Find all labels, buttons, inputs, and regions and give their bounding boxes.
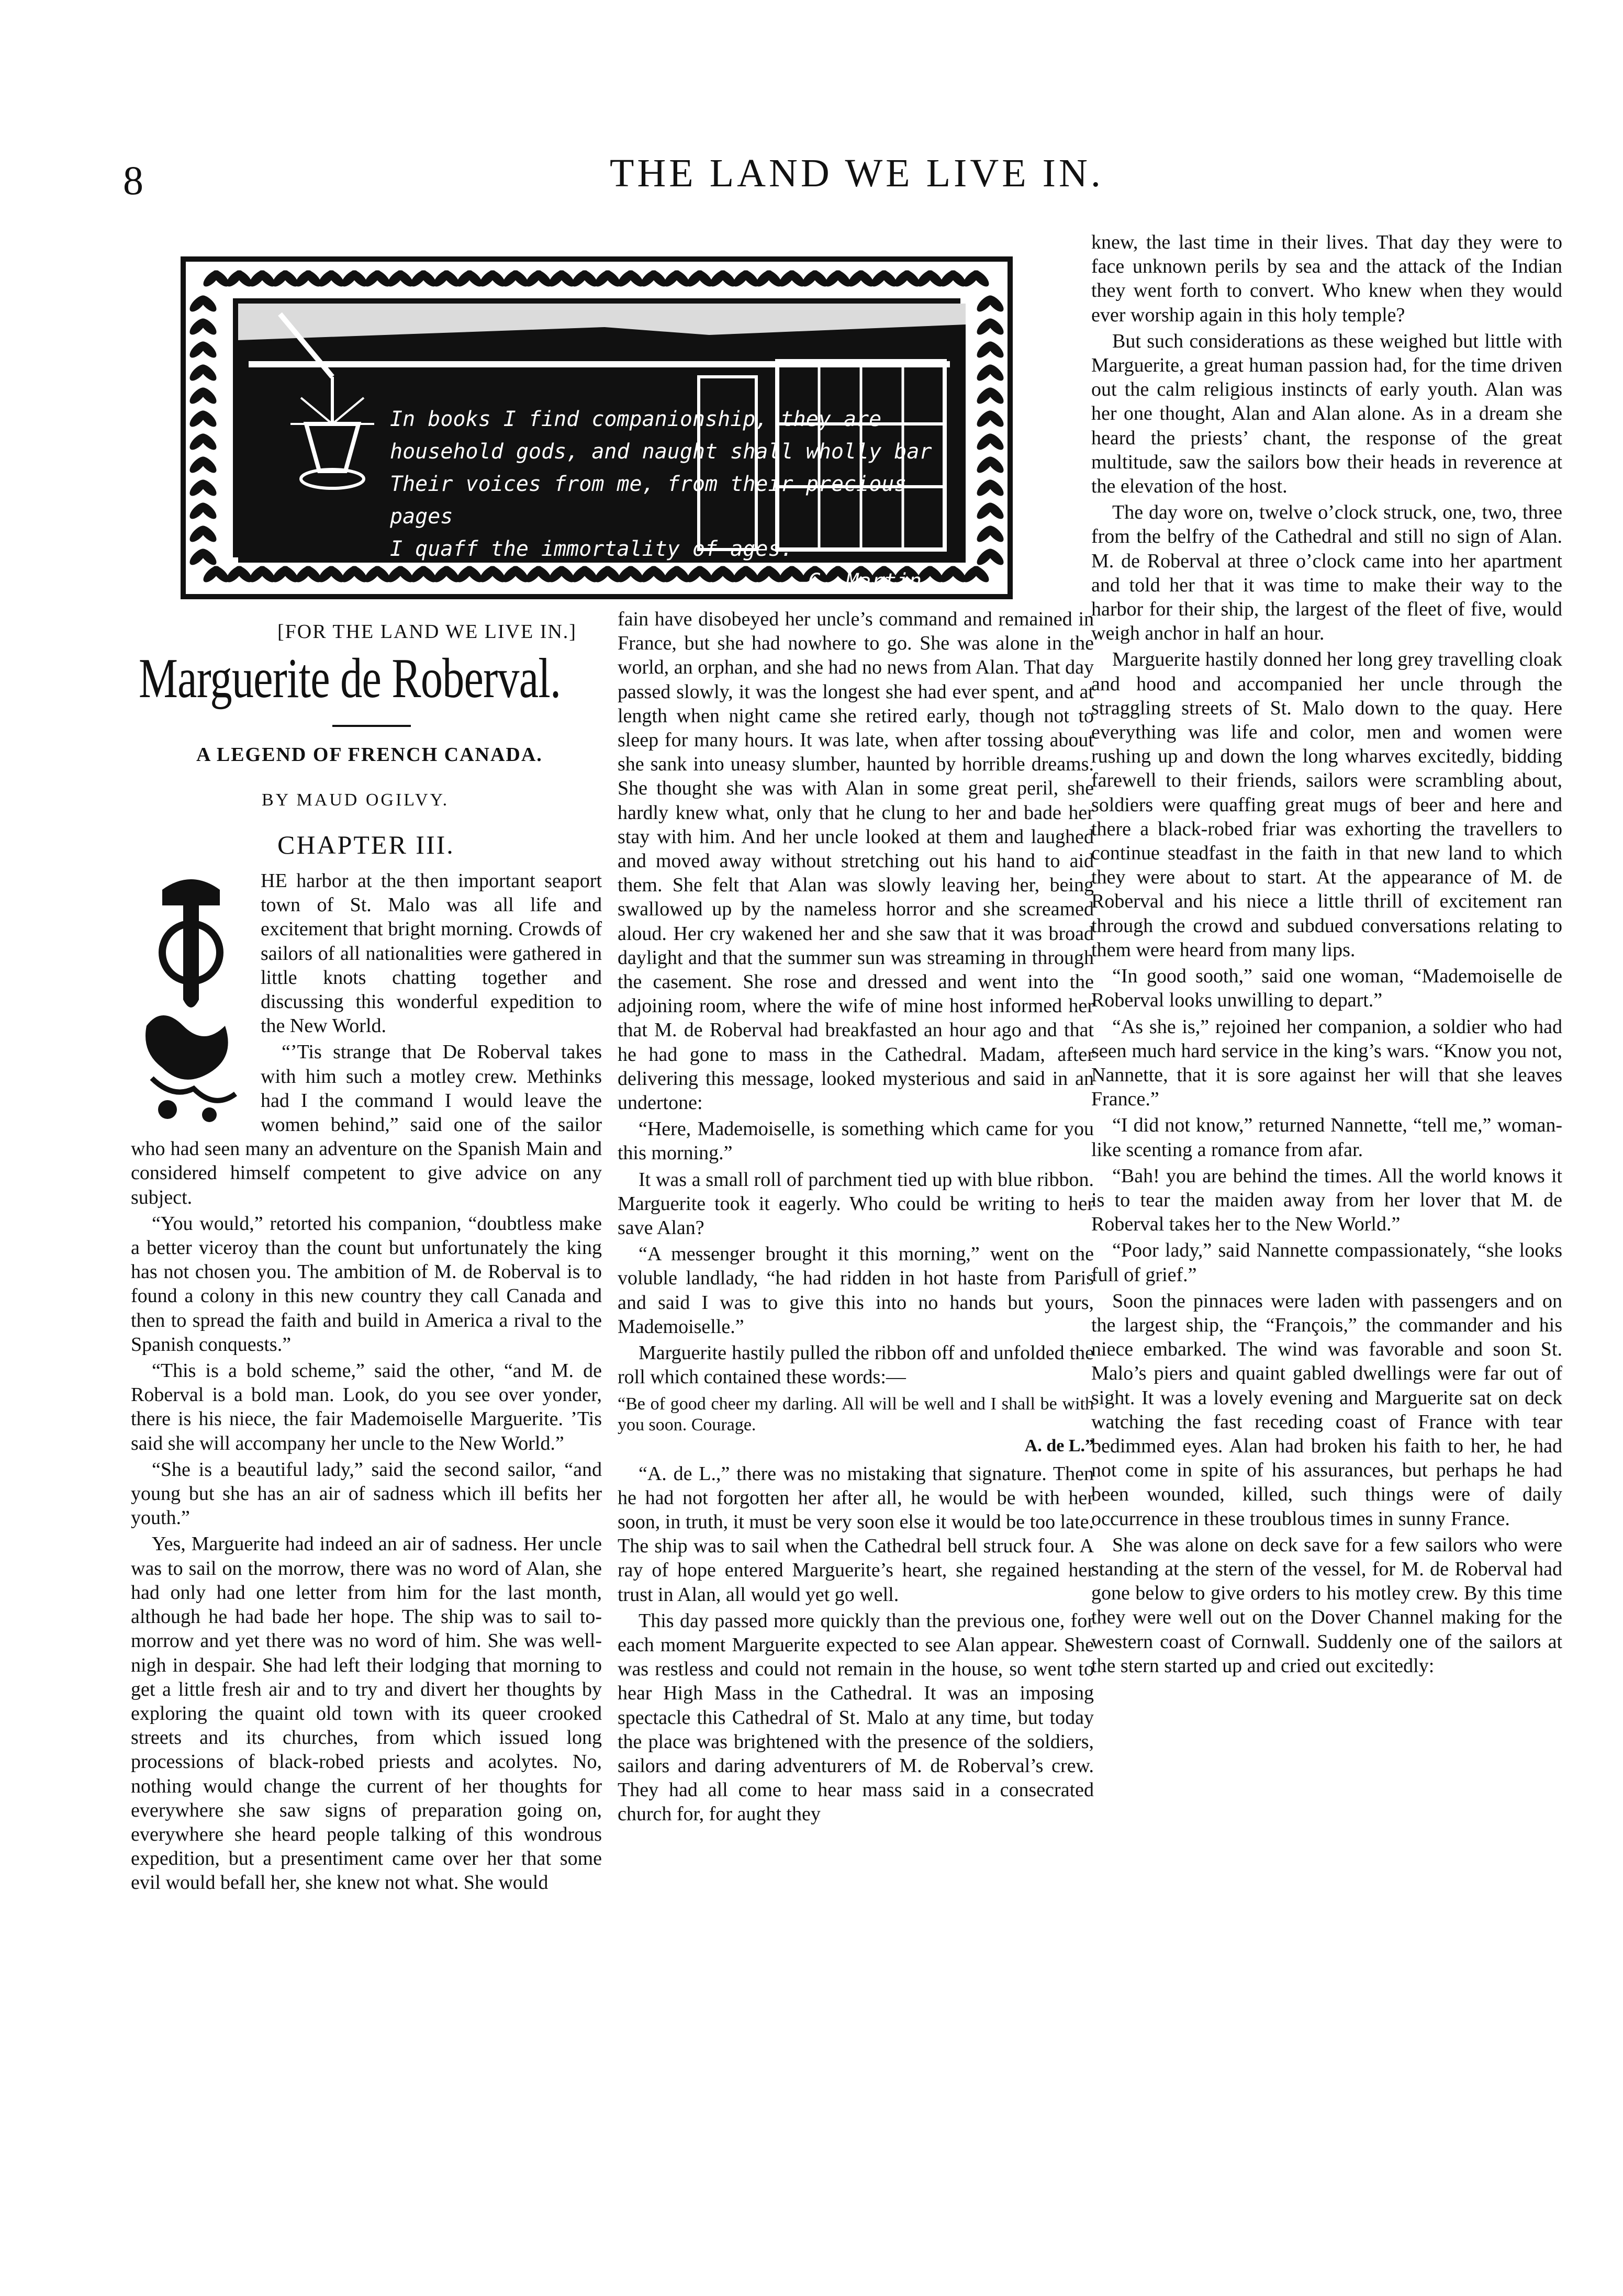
paragraph: “Here, Mademoiselle, is something which came for you this morning.” (618, 1118, 1094, 1164)
paragraph: “’Tis strange that De Roberval takes with him such a motley crew. Methinks had I the command I would leave the women behind,” said one of the sailor who had seen many an adventure on the Spanish Main and considered himself competent to give advice on any subject. (131, 1041, 602, 1208)
paragraph: It was a small roll of parchment tied up with blue ribbon. Marguerite took it eagerly. Who could be writing to her save Alan? (618, 1168, 1094, 1239)
illustration-panel (233, 298, 960, 593)
paragraph: But such considerations as these weighed but little with Marguerite, a great human passion had, for the time driven out the calm religious instincts of early youth. Alan was her one thought, Alan and Alan alone. As in a dream she heard the priests’ chant, the response of the great multitude, saw the sailors bow their heads in reverence at the elevation of the host. (1091, 330, 1562, 498)
quote-line: Their voices from me, from their precious pages (390, 472, 907, 529)
illustration-quote (390, 403, 955, 598)
article-subtitle: A LEGEND OF FRENCH CANADA. (196, 744, 543, 766)
dropcap-t-ornament (131, 869, 251, 1125)
quote-line: household gods, and naught shall wholly bar (390, 440, 932, 464)
paragraph: Yes, Marguerite had indeed an air of sadness. Her uncle was to sail on the morrow, there was no word of Alan, she had only had one letter from him for the last month, although he had bade her hope. The ship was to sail to-morrow and yet there was no word of him. She was well-nigh in despair. She had left their lodging that morning to get a little fresh air and to try and divert her thoughts by exploring the quaint old town with its queer crooked streets and its churches, from which issued long processions of black-robed priests and acolytes. No, nothing would change the current of her thoughts for everywhere she saw signs of preparation going on, everywhere she heard people talking of this wondrous expedition, but a presentiment came over her that some evil would befall her, she knew not what. She would (131, 1533, 602, 1894)
quote-line: In books I find companionship, they are (390, 407, 882, 431)
letter-quote (618, 1394, 1094, 1457)
paragraph: “She is a beautiful lady,” said the second sailor, “and young but she has an air of sadness which ill befits her youth.” (131, 1458, 602, 1529)
byline: BY MAUD OGILVY. (262, 790, 450, 810)
quote-line: I quaff the immortality of ages. (390, 537, 793, 561)
source-note: [FOR THE LAND WE LIVE IN.] (277, 621, 577, 643)
column-2 (618, 607, 1094, 1829)
title-rule (332, 725, 411, 727)
paragraph: “Bah! you are behind the times. All the world knows it is to tear the maiden away from her lover that M. de Roberval takes her to the New World.” (1091, 1164, 1562, 1236)
page-number: 8 (123, 158, 143, 203)
quote-attribution: —G. Martin. (796, 569, 934, 593)
paragraph: The day wore on, twelve o’clock struck, one, two, three from the belfry of the Cathedral and still no sign of Alan. M. de Roberval at three o’clock came into her apartment and told her that it was time to make their way to the harbor for their ship, the largest of the fleet of five, would weigh anchor in half an hour. (1091, 501, 1562, 645)
paragraph: “I did not know,” returned Nannette, “tell me,” woman-like scenting a romance from afar. (1091, 1114, 1562, 1161)
paragraph: “Poor lady,” said Nannette compassionately, “she looks full of grief.” (1091, 1239, 1562, 1286)
letter-text: “Be of good cheer my darling. All will be well and I shall be with you soon. Courage. (618, 1394, 1094, 1435)
paragraph: “This is a bold scheme,” said the other, “and M. de Roberval is a bold man. Look, do you see over yonder, there is his niece, the fair Mademoiselle Marguerite. ’Tis said she will accompany her uncle to the New World.” (131, 1360, 602, 1454)
paragraph: Marguerite hastily pulled the ribbon off and unfolded the roll which contained these words:— (618, 1342, 1094, 1388)
chapter-heading: CHAPTER III. (277, 830, 455, 859)
paragraph: Soon the pinnaces were laden with passengers and on the largest ship, the “François,” the commander and his niece embarked. The wind was favorable and soon St. Malo’s piers and quaint gabled dwellings were far out of sight. It was a lovely evening and Marguerite sat on deck watching the fast receding coast of France with tear bedimmed eyes. Alan had broken his faith to her, he had not come in spite of his assurances, but perhaps he had been wounded, killed, such things were of daily occurrence in these troublous times in sunny France. (1091, 1290, 1562, 1530)
paragraph: knew, the last time in their lives. That day they were to face unknown perils by sea and the attack of the Indian they went forth to convert. Who knew when they would ever worship again in this holy temple? (1091, 231, 1562, 326)
paragraph: “You would,” retorted his companion, “doubtless make a better viceroy than the count but unfortunately the king has not chosen you. The ambition of M. de Roberval is to found a colony in this new country they call Canada and then to spread the faith and build in America a rival to the Spanish conquests.” (131, 1212, 602, 1356)
paragraph: This day passed more quickly than the previous one, for each moment Marguerite expected to see Alan appear. She was restless and could not remain in the house, so went to hear High Mass in the Cathedral. It was an imposing spectacle this Cathedral of St. Malo at any time, but today the place was brightened with the presence of the soldiers, sailors and daring adventurers of M. de Roberval’s crew. They had all come to hear mass said in a consecrated church for, for aught they (618, 1609, 1094, 1825)
paragraph: “A. de L.,” there was no mistaking that signature. Then he had not forgotten her after all, he would be with her soon, in truth, it must be very soon else it would be too late. The ship was to sail when the Cathedral bell struck four. A ray of hope entered Marguerite’s heart, she regained her trust in Alan, all would yet go well. (618, 1462, 1094, 1606)
paragraph: “As she is,” rejoined her companion, a soldier who had seen much hard service in the king’s wars. “Know you not, Nannette, that it is sore against her will that she leaves France.” (1091, 1015, 1562, 1111)
paragraph: Marguerite hastily donned her long grey travelling cloak and hood and accompanied her uncle through the straggling streets of St. Malo down to the quay. Here everything was life and color, men and women were rushing up and down the long wharves excitedly, bidding farewell to their friends, sailors were scrambling about, soldiers were quaffing great mugs of beer and here and there a black-robed friar was exhorting the travellers to continue steadfast in the faith in that new land to which they were about to start. At the appearance of M. de Roberval and his niece a little thrill of excitement ran through the crowd and subdued conversations relating to them were heard from many lips. (1091, 648, 1562, 961)
paragraph: “A messenger brought it this morning,” went on the voluble landlady, “he had ridden in hot haste from Paris and said I was to give this into no hands but yours, Mademoiselle.” (618, 1243, 1094, 1338)
paragraph: HE harbor at the then important seaport town of St. Malo was all life and excitement that bright morning. Crowds of sailors of all nationalities were gathered in little knots chatting together and discussing this wonderful expedition to the New World. (261, 870, 602, 1037)
letter-signature: A. de L.” (1024, 1436, 1094, 1455)
header-illustration (181, 256, 1013, 599)
paragraph: “In good sooth,” said one woman, “Mademoiselle de Roberval looks unwilling to depart.” (1091, 965, 1562, 1012)
running-title: THE LAND WE LIVE IN. (610, 151, 1104, 195)
column-1 (131, 869, 602, 1897)
paragraph: fain have disobeyed her uncle’s command and remained in France, but she had nowhere to go. She was alone in the world, an orphan, and she had no news from Alan. That day passed slowly, it was the longest she had ever spent, and at length when night came she retired early, though not to sleep for many hours. It was late, when after tossing about she sank into uneasy slumber, haunted by horrible dreams. She thought she was with Alan in some great peril, she hardly knew what, only that he clung to her and bade her stay with him. And her uncle looked at them and laughed and moved away without stretching out his hand to aid them. She felt that Alan was slowly leaving her, being swallowed up by the nameless horror and she screamed aloud. Her cry wakened her and she saw that it was broad daylight and that the summer sun was streaming in through the casement. She rose and dressed and went into the adjoining room, where the wife of mine host informed her that M. de Roberval had breakfasted an hour ago and that he had gone to mass in the Cathedral. Madam, after delivering this message, looked mysterious and said in an undertone: (618, 608, 1094, 1114)
article-title: Marguerite de Roberval. (139, 647, 561, 710)
paragraph: She was alone on deck save for a few sailors who were standing at the stern of the vessel, for M. de Roberval had gone below to give orders to his motley crew. By this time they were well out on the Dover Channel making for the western coast of Cornwall. Suddenly one of the sailors at the stern started up and cried out excitedly: (1091, 1533, 1562, 1677)
column-3 (1091, 230, 1562, 1680)
